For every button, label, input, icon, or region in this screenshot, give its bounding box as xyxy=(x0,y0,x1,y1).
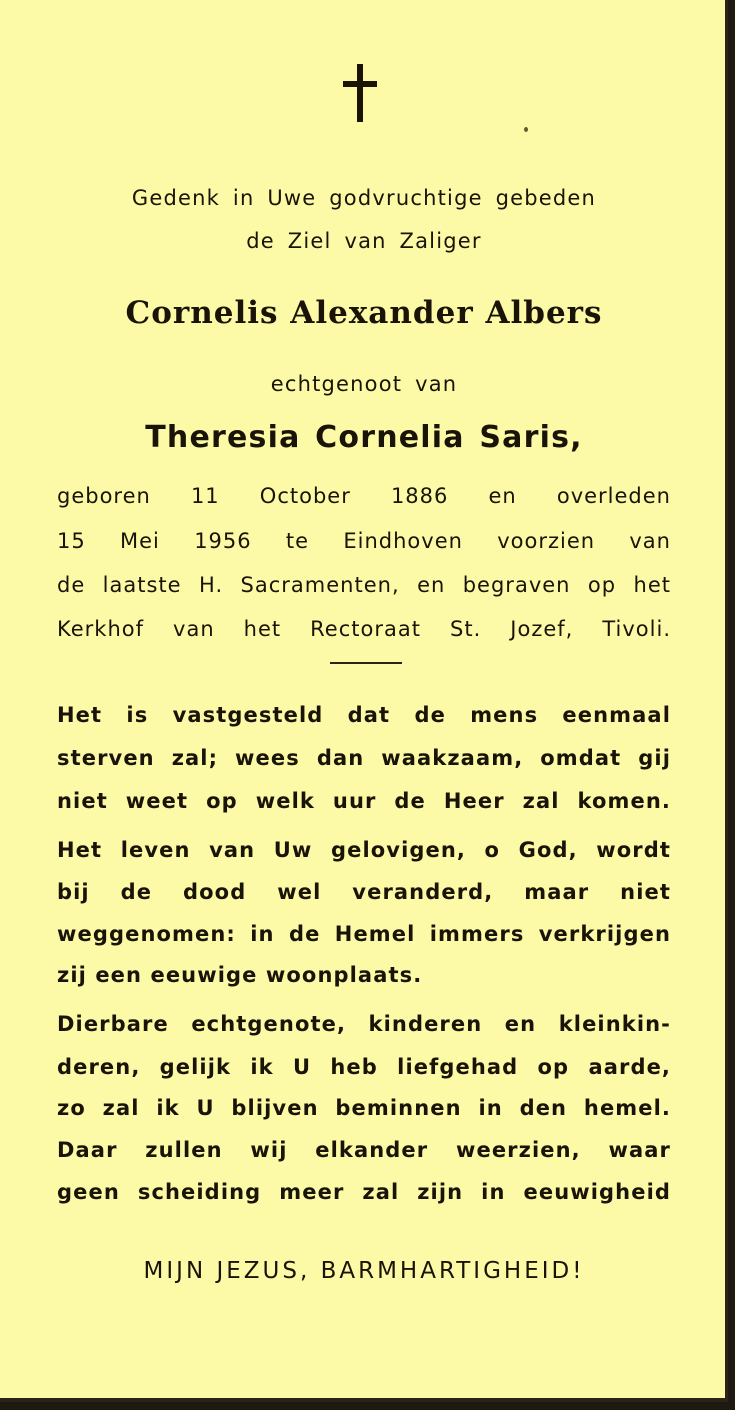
paper-speck xyxy=(524,127,528,132)
biography-line-1: geboren 11 October 1886 en overleden xyxy=(57,484,671,508)
paragraph-2-line-3: weggenomen: in de Hemel immers verkrijgen xyxy=(57,922,671,946)
cross-icon xyxy=(340,62,380,124)
biography-line-3: de laatste H. Sacramenten, en begraven op het xyxy=(57,573,671,597)
invocation-line-1: Gedenk in Uwe godvruchtige gebeden xyxy=(131,186,597,210)
biography-line-4: Kerkhof van het Rectoraat St. Jozef, Tivoli. xyxy=(57,617,671,641)
paragraph-3-line-2: deren, gelijk ik U heb liefgehad op aarde, xyxy=(57,1055,671,1079)
paragraph-1-line-1: Het is vastgesteld dat de mens eenmaal xyxy=(57,703,671,727)
paragraph-3-line-1: Dierbare echtgenote, kinderen en kleinkin- xyxy=(57,1012,671,1036)
spouse-name: Theresia Cornelia Saris, xyxy=(145,420,583,455)
biography-line-2: 15 Mei 1956 te Eindhoven voorzien van xyxy=(57,529,671,553)
deceased-name: Cornelis Alexander Albers xyxy=(125,295,603,331)
paragraph-2-line-4: zij een eeuwige woonplaats. xyxy=(57,963,423,987)
section-divider xyxy=(330,662,402,664)
invocation-line-2: de Ziel van Zaliger xyxy=(246,229,482,253)
paragraph-3-line-5: geen scheiding meer zal zijn in eeuwigheid xyxy=(57,1180,671,1204)
paragraph-1-line-3: niet weet op welk uur de Heer zal komen. xyxy=(57,789,671,813)
paragraph-2-line-1: Het leven van Uw gelovigen, o God, wordt xyxy=(57,838,671,862)
paragraph-3-line-4: Daar zullen wij elkander weerzien, waar xyxy=(57,1138,671,1162)
closing-prayer: MIJN JEZUS, BARMHARTIGHEID! xyxy=(143,1258,585,1284)
paragraph-3-line-3: zo zal ik U blijven beminnen in den hemel. xyxy=(57,1096,671,1120)
paragraph-1-line-2: sterven zal; wees dan waakzaam, omdat gij xyxy=(57,746,671,770)
paragraph-2-line-2: bij de dood wel veranderd, maar niet xyxy=(57,880,671,904)
spouse-label: echtgenoot van xyxy=(270,372,458,396)
